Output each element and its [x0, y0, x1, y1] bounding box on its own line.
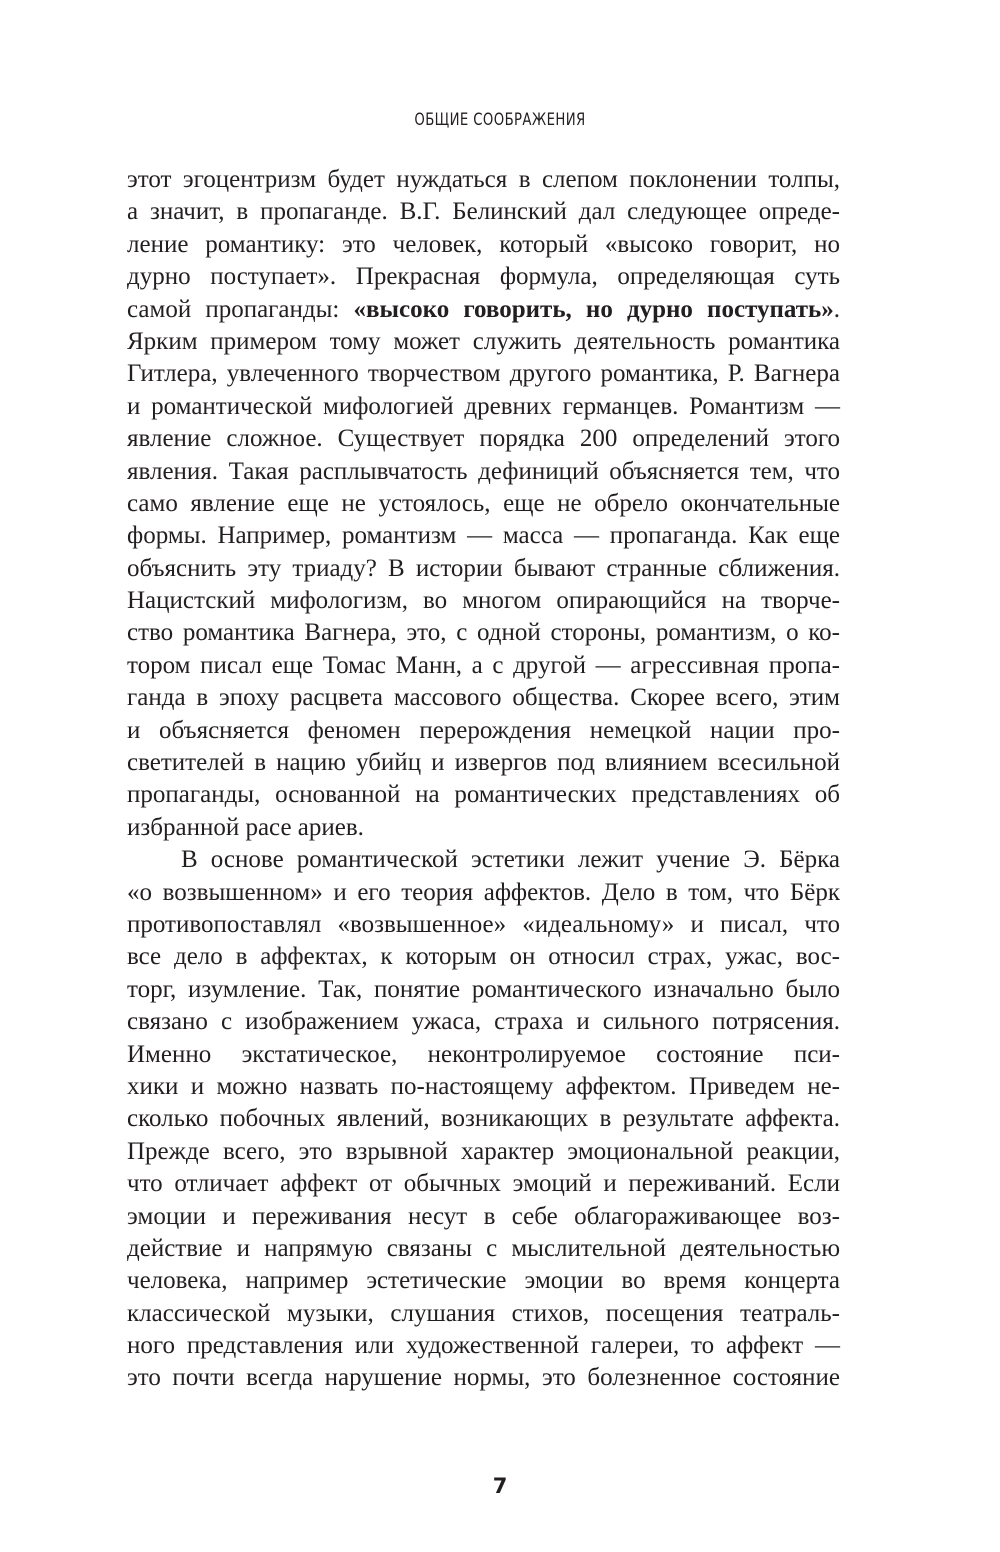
text-line: ного представления или художественной галереи, то аффект — [127, 1332, 840, 1360]
text-line: и романтической мифологией древних германцев. Романтизм — [127, 392, 840, 420]
text-fragment: самой пропаганды: [127, 295, 354, 323]
text-line: Гитлера, увлеченного творчеством другого романтика, Р. Вагнера [127, 360, 840, 388]
text-line: Ярким примером тому может служить деятельность романтика [127, 327, 840, 355]
text-line: избранной расе ариев. [127, 813, 364, 841]
text-line: связано с изображением ужаса, страха и сильного потрясения. [127, 1008, 840, 1036]
text-line: хики и можно назвать по-настоящему аффектом. Приведем не- [127, 1072, 840, 1100]
paragraph [127, 844, 840, 1395]
text-line: объяснить эту триаду? В истории бывают странные сближения. [127, 554, 840, 582]
bold-quote: «высоко говорить, но дурно поступать» [353, 295, 834, 323]
text-line: ганда в эпоху расцвета массового общества. Скорее всего, этим [127, 684, 840, 712]
text-fragment: . [833, 295, 840, 323]
text-line: Именно экстатическое, неконтролируемое состояние пси- [127, 1040, 840, 1068]
text-line: действие и напрямую связаны с мыслительной деятельностью [127, 1234, 840, 1262]
text-line: и объясняется феномен перерождения немецкой нации про- [127, 716, 840, 744]
text-line: Прежде всего, это взрывной характер эмоциональной реакции, [127, 1137, 840, 1165]
text-line: противопоставлял «возвышенное» «идеальному» и писал, что [127, 910, 840, 938]
text-line: а значит, в пропаганде. В.Г. Белинский дал следующее опреде- [127, 198, 840, 226]
running-head: ОБЩИЕ СООБРАЖЕНИЯ [414, 110, 586, 130]
text-line: ление романтику: это человек, который «высоко говорит, но [127, 230, 840, 258]
text-line: Нацистский мифологизм, во многом опирающийся на творче- [127, 587, 840, 615]
text-line: эмоции и переживания несут в себе облагораживающее воз- [127, 1202, 840, 1230]
text-line: этот эгоцентризм будет нуждаться в слепом поклонении толпы, [127, 166, 840, 193]
text-line-with-emphasis [127, 294, 840, 326]
text-line: классической музыки, слушания стихов, посещения театраль- [127, 1299, 840, 1327]
body-text [127, 164, 840, 1395]
text-line: все дело в аффектах, к которым он относил страх, ужас, вос- [127, 943, 840, 971]
text-line: само явление еще не устоялось, еще не обрело окончательные [127, 489, 840, 517]
text-line: дурно поступает». Прекрасная формула, определяющая суть [127, 263, 840, 291]
text-line: явления. Такая расплывчатость дефиниций объясняется тем, что [127, 457, 840, 485]
page-number: 7 [492, 1474, 508, 1498]
text-line: пропаганды, основанной на романтических представлениях об [127, 781, 840, 809]
text-line: явление сложное. Существует порядка 200 определений этого [127, 425, 840, 453]
text-line: формы. Например, романтизм — масса — пропаганда. Как еще [127, 522, 840, 550]
text-line: человека, например эстетические эмоции во время концерта [127, 1267, 840, 1295]
text-line: тором писал еще Томас Манн, а с другой — агрессивная пропа- [127, 651, 840, 679]
text-line: что отличает аффект от обычных эмоций и переживаний. Если [127, 1170, 840, 1198]
text-line: сколько побочных явлений, возникающих в результате аффекта. [127, 1105, 840, 1133]
text-line: светителей в нацию убийц и извергов под влиянием всесильной [127, 749, 840, 777]
paragraph [127, 164, 840, 844]
text-line: В основе романтической эстетики лежит учение Э. Бёрка [181, 846, 840, 874]
text-line: торг, изумление. Так, понятие романтического изначально было [127, 975, 840, 1003]
text-line: «о возвышенном» и его теория аффектов. Дело в том, что Бёрк [127, 878, 840, 906]
text-line: ство романтика Вагнера, это, с одной стороны, романтизм, о ко- [127, 619, 840, 647]
text-line: это почти всегда нарушение нормы, это болезненное состояние [127, 1364, 840, 1392]
